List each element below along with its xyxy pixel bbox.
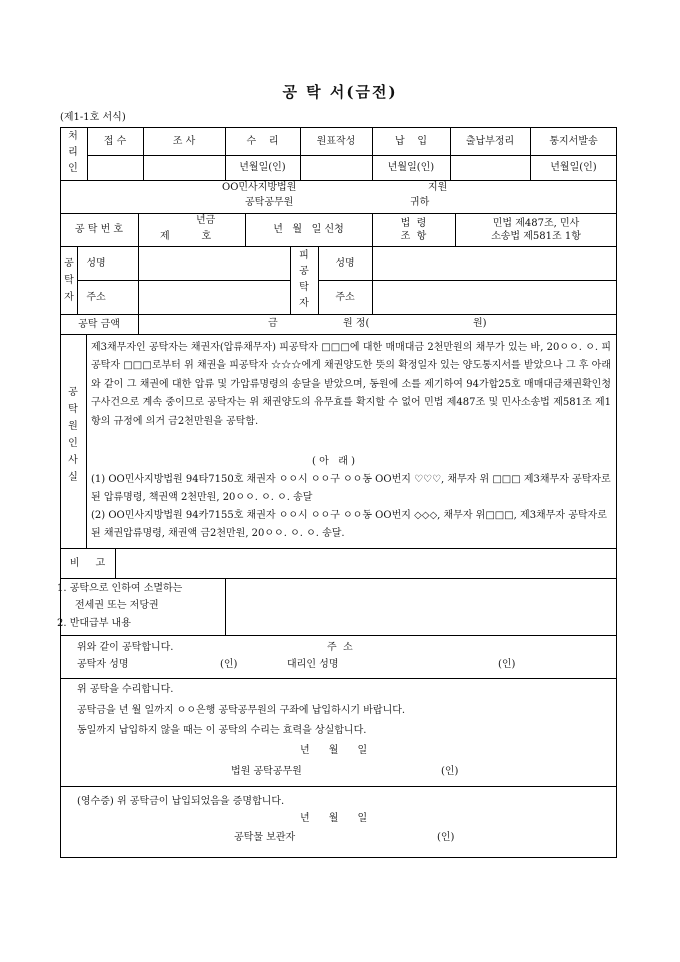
col-notice: 통지서발송 [549,135,598,147]
depositee-name-label: 성명 [335,257,355,269]
col-receipt: 접 수 [103,135,127,147]
court-officer: 공탁공무원 [245,197,294,208]
receipt-date: 년 월 일 [300,813,368,824]
amount-won-text: 원 정( [343,318,370,329]
statute-label: 법 령 조 항 [400,217,427,242]
notice-item-2: (2) OO민사지방법원 94카7155호 채권자 ㅇㅇ시 ㅇㅇ구 ㅇㅇ동 OO번지 ◇◇◇, 채무자 위□□□, 제3채무자 공탁자로 된 채권압류명령, 채권액 금2천만원, 20ㅇㅇ. ㅇ. ㅇ. 송달. [91,510,607,539]
depositee-label: 피공탁자 [299,250,309,309]
col-payment: 납 입 [394,135,428,147]
acceptance-date: 년 월 일 [300,745,368,756]
deposit-number-suffix: 제 호 [160,231,212,242]
col-cashbook: 출납부정리 [465,135,515,147]
form-number: (제1-1호 서식) [60,112,126,123]
statute-value: 민법 제487조, 민사 소송법 제581조 1항 [491,217,581,242]
date-notice: 년월일(인) [550,162,597,173]
declaration-address: 주 소 [327,642,353,653]
date-acceptance: 년월일(인) [239,162,286,173]
declaration-depositor-name: 공탁자 성명 [77,659,129,670]
court-branch: 지원 [428,182,448,193]
col-acceptance: 수 리 [246,135,279,147]
receipt-custodian: 공탁물 보관자 [234,832,296,843]
amount-label: 공탁 금액 [78,318,120,330]
extinguished-line-2: 전세권 또는 저당권 [75,600,159,611]
extinguished-line-3: 2. 반대급부 내용 [57,618,131,629]
acceptance-line-1: 위 공탁을 수리합니다. [77,684,174,695]
notice-item-1: (1) OO민사지방법원 94타7150호 채권자 ㅇㅇ시 ㅇㅇ구 ㅇㅇ동 OO번지 ♡♡♡, 채무자 위 □□□ 제3채무자 공탁자로 된 압류명령, 책권액 2천만원, 20ㅇㅇ. ㅇ. ㅇ. 송달 [91,474,611,503]
remarks-label: 비 고 [69,557,106,569]
depositor-name-label: 성명 [86,257,106,269]
notice-header: ( 아 래 ) [312,456,356,467]
reason-label: 공탁원인사실 [68,387,78,483]
acceptance-seal: (인) [441,766,459,777]
col-original-ticket: 원표작성 [316,135,356,147]
declaration-seal-1: (인) [220,659,238,670]
extinguished-line-1: 1. 공탁으로 인하여 소멸하는 [57,583,183,594]
declaration-line: 위와 같이 공탁합니다. [77,642,174,653]
acceptance-officer: 법원 공탁공무원 [231,766,302,777]
depositee-address-label: 주소 [335,291,355,303]
deposit-number-label: 공 탁 번 호 [74,224,124,235]
amount-won-close: 원) [473,318,487,329]
depositor-address-label: 주소 [86,291,106,303]
deposit-year-label: 년금 [196,215,216,226]
declaration-agent-name: 대리인 성명 [287,659,339,670]
court-honorific: 귀하 [410,197,430,208]
declaration-seal-2: (인) [498,659,516,670]
processor-label: 처리인 [68,131,78,174]
acceptance-line-3: 동일까지 납입하지 않을 때는 이 공탁의 수리는 효력을 상실합니다. [77,725,367,736]
acceptance-line-2: 공탁금을 년 월 일까지 ㅇㅇ은행 공탁공무원의 구좌에 납입하시기 바랍니다. [77,705,406,716]
date-payment: 년월일(인) [387,162,435,173]
court-name: OO민사지방법원 [222,182,297,193]
reason-body: 제3채무자인 공탁자는 채권자(압류채무자) 피공탁자 □□□에 대한 매매대금 2천만원의 채무가 있는 바, 20ㅇㅇ. ㅇ. 피공탁자 □□□로부터 위 채권을 피공탁자 ☆☆☆에게 채권양도한 뜻의 확정일자 있는 양도통지서를 받았으나 그 후 아래와 같이 그 채권에 대한 압류 및 가압류명령의 송달을 받았으며, 동원에 소를 제기하여 94가합25호 매매대금채권확인청구사건으로 계속 중이므로 공탁자는 위 채권양도의 유무효를 확지할 수 없어 민법 제487조 및 민사소송법 제581조 제1항의 규정에 의거 금2천만원을 공탁함. [91,342,611,427]
application-date: 년 월 일 신청 [273,224,344,235]
amount-won: 금 [268,318,278,329]
depositor-label: 공탁자 [64,258,74,303]
receipt-line: (영수증) 위 공탁금이 납입되었음을 증명합니다. [77,796,285,807]
receipt-seal: (인) [437,832,455,843]
document-title: 공 탁 서(금전) [282,83,398,101]
col-investigation: 조 사 [172,135,196,147]
